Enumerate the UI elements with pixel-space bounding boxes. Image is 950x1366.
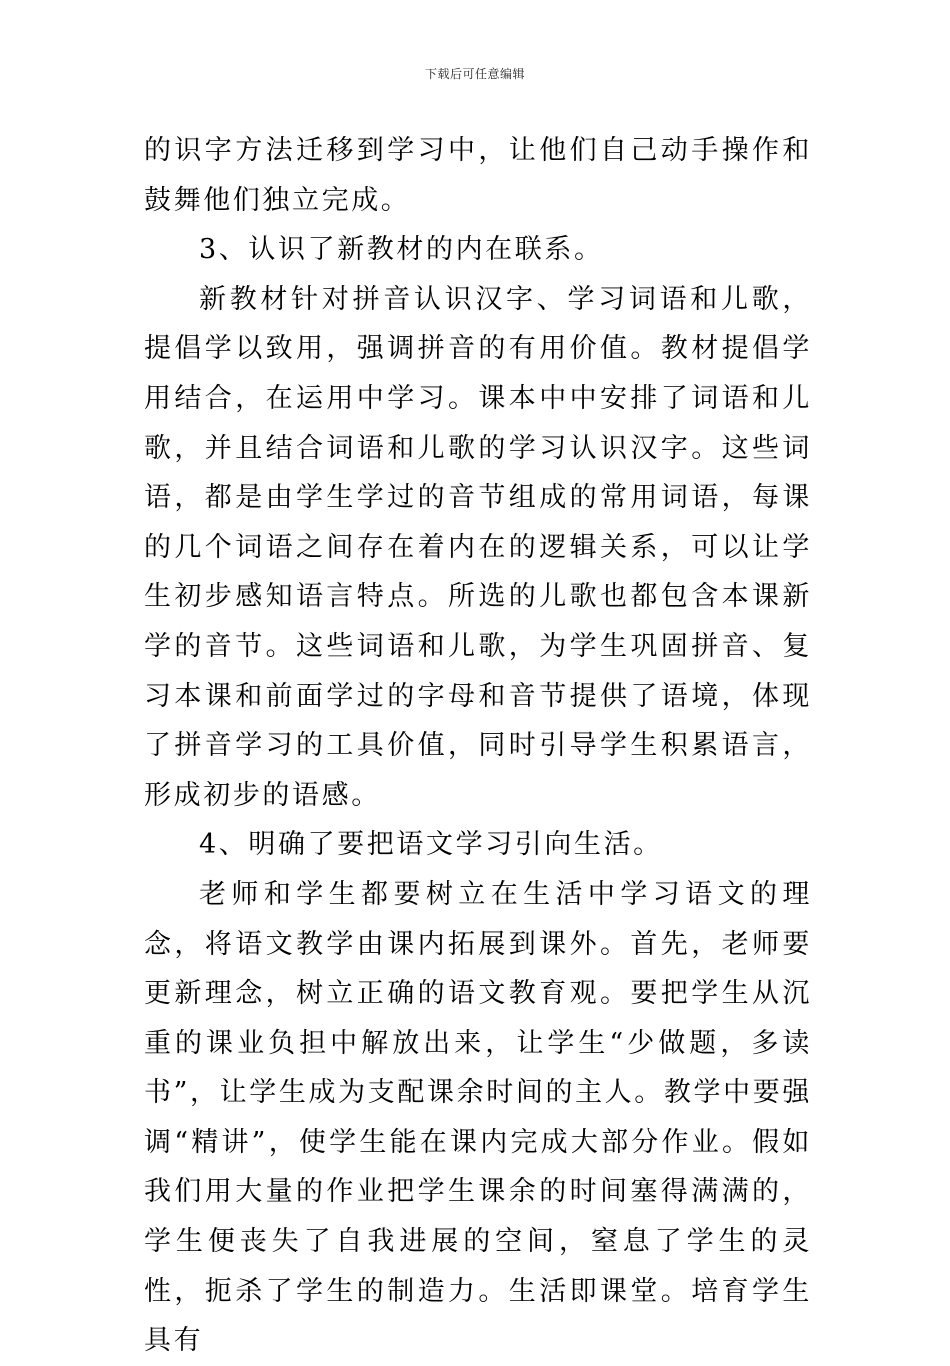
paragraph-new-textbook: 新教材针对拼音认识汉字、学习词语和儿歌，提倡学以致用，强调拼音的有用价值。教材提倡学用结合，在运用中学习。课本中中安排了词语和儿歌，并且结合词语和儿歌的学习认识汉字。这些词语，都是由学生学过的音节组成的常用词语，每课的几个词语之间存在着内在的逻辑关系，可以让学生初步感知语言特点。所选的儿歌也都包含本课新学的音节。这些词语和儿歌，为学生巩固拼音、复习本课和前面学过的字母和音节提供了语境，体现了拼音学习的工具价值，同时引导学生积累语言，形成初步的语感。 — [144, 283, 812, 811]
document-body — [144, 126, 812, 1366]
section-heading-4: 4、明确了要把语文学习引向生活。 — [199, 829, 663, 861]
page-header: 下载后可任意编辑 — [424, 67, 525, 81]
section-heading-3: 3、认识了新教材的内在联系。 — [199, 234, 604, 266]
paragraph-life-learning: 老师和学生都要树立在生活中学习语文的理念，将语文教学由课内拓展到课外。首先，老师要更新理念，树立正确的语文教育观。要把学生从沉重的课业负担中解放出来，让学生“少做题，多读书”，让学生成为支配课余时间的主人。教学中要强调“精讲”，使学生能在课内完成大部分作业。假如我们用大量的作业把学生课余的时间塞得满满的，学生便丧失了自我进展的空间，窒息了学生的灵性，扼杀了学生的制造力。生活即课堂。培育学生具有 — [144, 878, 812, 1357]
paragraph-continuation: 的识字方法迁移到学习中，让他们自己动手操作和鼓舞他们独立完成。 — [144, 135, 812, 216]
